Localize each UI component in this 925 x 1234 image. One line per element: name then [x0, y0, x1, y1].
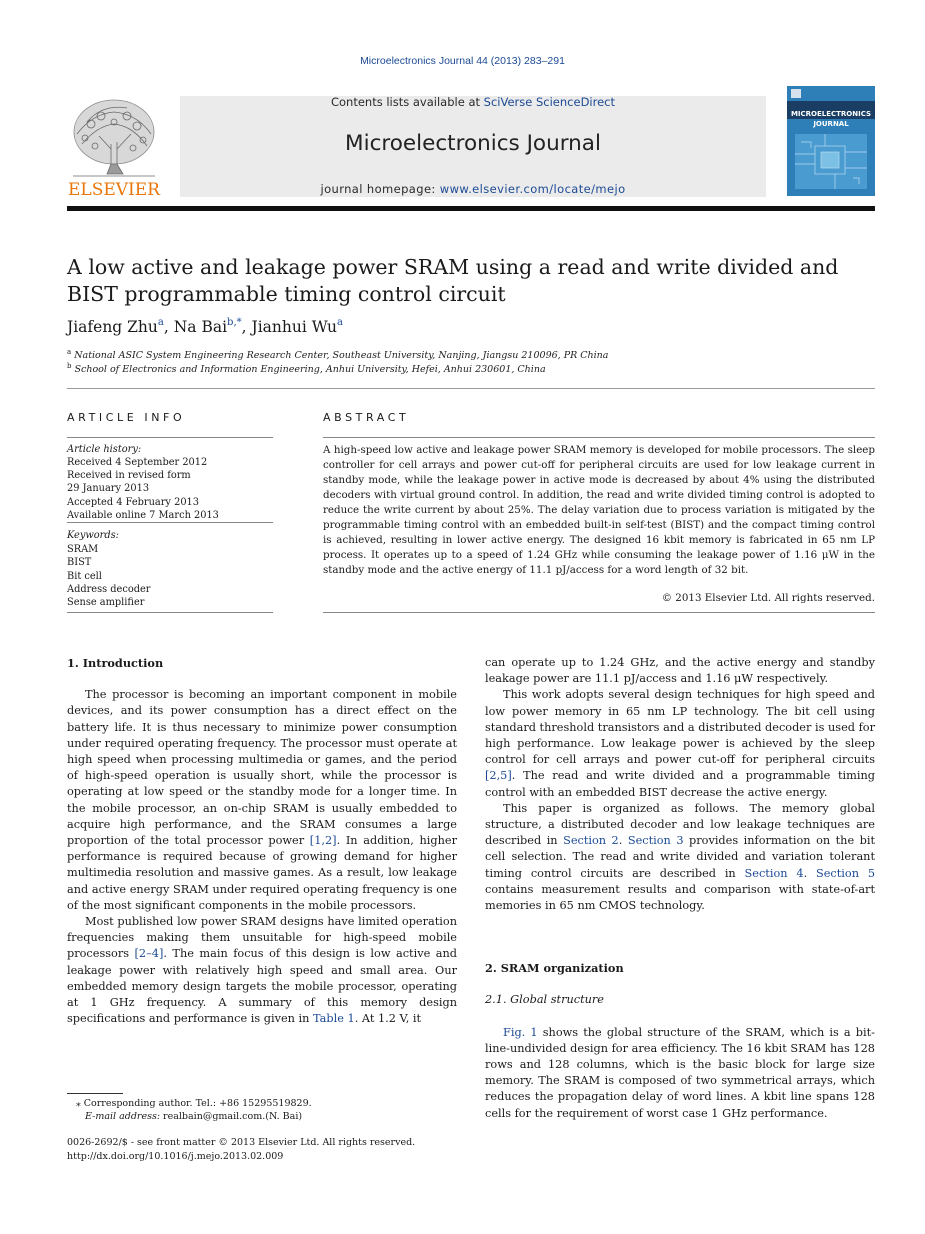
affiliation	[67, 348, 608, 361]
author-name: Na Bai	[173, 318, 228, 337]
tree-logo-icon	[67, 94, 161, 198]
sciencedirect-link[interactable]: SciVerse ScienceDirect	[483, 95, 616, 109]
section-heading: 1. Introduction	[67, 656, 164, 670]
section-link[interactable]: Section 2	[563, 834, 619, 848]
section-link[interactable]: Section 3	[627, 834, 684, 848]
right-column	[485, 655, 875, 1122]
citation-link[interactable]: [1,2]	[309, 834, 337, 848]
header-rule	[67, 206, 875, 211]
history-item: Available online 7 March 2013	[67, 510, 219, 521]
paragraph: The processor is becoming an important component in mobile devices, and its power consumption has a direct effect on the battery life. It is thus necessary to minimize power consumption under required operating frequency. The processor must operate at high speed when processing multimedia or games, and the period of high-speed operation is usually short, while the processor is operating at low speed or the standby mode for a longer time. In the mobile processor, an on-chip SRAM is usually embedded to acquire high performance, and the SRAM consumes a large proportion of the total processor power [1,2]. In addition, higher performance is required because of growing demand for higher multimedia resolution and massive games. As a result, low leakage and active energy SRAM under required operating frequency is one of the most significant components in the mobile processors.	[67, 688, 457, 912]
citation-link[interactable]: [2–4]	[134, 947, 164, 961]
divider	[67, 388, 875, 389]
email-label: E-mail address:	[85, 1111, 161, 1122]
copyright-notice: © 2013 Elsevier Ltd. All rights reserved.	[661, 592, 875, 604]
author-affiliation-mark[interactable]: a	[157, 317, 164, 328]
contents-prefix: Contents lists available at	[330, 95, 484, 109]
author-name: Jianhui Wu	[251, 318, 338, 337]
citation-link[interactable]: [2,5]	[485, 769, 512, 783]
divider	[323, 437, 875, 438]
homepage-prefix: journal homepage:	[320, 182, 440, 196]
doi-link[interactable]: http://dx.doi.org/10.1016/j.mejo.2013.02.009	[67, 1151, 284, 1162]
affiliation-mark: a	[67, 348, 72, 356]
publisher-logo-text: ELSEVIER	[68, 180, 160, 198]
paragraph: Most published low power SRAM designs have limited operation frequencies making them unsuitable for high-speed mobile processors [2–4]. The main focus of this design is low active and leakage power with relatively high speed and small area. Our embedded memory design targets the mobile processor, operating at 1 GHz frequency. A summary of this memory design specifications and performance is given in Table 1. At 1.2 V, it	[67, 915, 457, 1026]
table-link[interactable]: Table 1	[313, 1012, 355, 1026]
abstract-text: A high-speed low active and leakage power SRAM memory is developed for mobile processors. The sleep controller for cell arrays and power cut-off for peripheral circuits are used for low leakage current in standby mode, while the leakage power in active mode is decreased by about 4% using the distributed decoders with virtual ground control. In addition, the read and write divided timing control is adopted to reduce the write current by about 25%. The delay variation due to process variation is mitigated by the programmable timing control with an embedded built-in self-test (BIST) and the compact timing control is achieved, resulting in lower active energy. The designed 16 kbit memory is fabricated in 65 nm LP process. It operates up to a speed of 1.24 GHz while consuming the leakage power of 1.16 μW in the standby mode and the active energy of 11.1 pJ/access for a word length of 32 bit.	[323, 444, 875, 576]
article-info-heading: ARTICLE INFO	[67, 411, 186, 424]
keyword: Bit cell	[67, 571, 102, 582]
keyword: Sense amplifier	[67, 597, 145, 608]
paragraph: This paper is organized as follows. The memory global structure, a distributed decoder and low leakage techniques are described in Section 2. Section 3 provides information on the bit cell selection. The read and write divided and variation tolerant timing control circuits are described in Section 4. Section 5 contains measurement results and comparison with state-of-art memories in 65 nm CMOS technology.	[485, 801, 876, 913]
contents-line	[180, 95, 766, 109]
history-item: Received in revised form	[67, 470, 191, 481]
publisher-logo	[67, 94, 161, 198]
journal-cover	[787, 86, 875, 196]
cover-title: MICROELECTRONICS JOURNAL	[790, 110, 872, 128]
section-link[interactable]: Section 4	[744, 866, 804, 880]
subsection-heading: 2.1. Global structure	[485, 993, 604, 1007]
journal-homepage-link[interactable]: www.elsevier.com/locate/mejo	[439, 182, 626, 196]
figure-link[interactable]: Fig. 1	[503, 1025, 538, 1039]
footnote-rule	[67, 1093, 123, 1094]
corresponding-author-note: ⁎ Corresponding author. Tel.: +86 15295519829.	[76, 1098, 312, 1109]
keyword: BIST	[67, 557, 92, 568]
keyword: SRAM	[67, 544, 99, 555]
email-address[interactable]: realbain@gmail.com.(N. Bai)	[160, 1111, 303, 1122]
section-link[interactable]: Section 5	[816, 866, 876, 880]
affiliation	[67, 362, 546, 375]
journal-title: Microelectronics Journal	[345, 131, 601, 156]
author-affiliation-mark[interactable]: a	[337, 317, 343, 328]
paragraph: This work adopts several design techniques for high speed and low power memory in 65 nm LP technology. The bit cell using standard threshold transistors and a distributed decoder is used for high performance. Low leakage power is achieved by the sleep control for cell arrays and power cut-off for peripheral circuits [2,5]. The read and write divided and a programmable timing control with an embedded BIST decrease the active energy.	[485, 688, 875, 799]
divider	[323, 612, 875, 613]
history-item: 29 January 2013	[67, 483, 150, 494]
chip-circuit-icon	[795, 134, 867, 189]
abstract-heading: ABSTRACT	[323, 411, 410, 424]
author-affiliation-mark[interactable]: b,*	[227, 317, 242, 328]
divider	[67, 437, 273, 438]
affiliation-text: School of Electronics and Information Engineering, Anhui University, Hefei, Anhui 230601, China	[74, 364, 546, 376]
history-item: Received 4 September 2012	[67, 457, 208, 468]
cover-publisher-icon	[791, 89, 801, 98]
homepage-line	[180, 182, 766, 196]
issn-line: 0026-2692/$ - see front matter © 2013 Elsevier Ltd. All rights reserved.	[67, 1137, 416, 1148]
section-heading: 2. SRAM organization	[485, 961, 624, 976]
email-note	[85, 1111, 302, 1122]
affiliation-mark: b	[67, 362, 72, 370]
paragraph: Fig. 1 shows the global structure of the SRAM, which is a bit-line-undivided design for area efficiency. The 16 kbit SRAM has 128 rows and 128 columns, which is the basic block for large size memory. The SRAM is composed of two symmetrical arrays, which reduces the propagation delay of word lines. A kbit line spans 128 cells for the requirement of worst case 1 GHz performance.	[485, 1025, 875, 1120]
paragraph: can operate up to 1.24 GHz, and the active energy and standby leakage power are 11.1 pJ/access and 1.16 μW respectively.	[485, 656, 875, 686]
author-name: Jiafeng Zhu	[67, 318, 158, 337]
front-matter	[67, 1136, 415, 1164]
running-head[interactable]: Microelectronics Journal 44 (2013) 283–291	[360, 55, 565, 67]
author-list: Jiafeng Zhu$^a$, Na Bai$^{b,*}$, Jianhui Wu$^a$	[67, 317, 343, 337]
keywords-label: Keywords:	[67, 530, 119, 541]
divider	[67, 612, 273, 613]
history-item: Accepted 4 February 2013	[67, 497, 200, 508]
article-title: A low active and leakage power SRAM using a read and write divided and BIST programmable timing control circuit	[67, 255, 839, 306]
keyword: Address decoder	[67, 584, 151, 595]
history-label: Article history:	[67, 444, 142, 455]
left-column	[67, 655, 457, 1027]
affiliation-text: National ASIC System Engineering Research Center, Southeast University, Nanjing, Jiangsu 210096, PR China	[74, 350, 609, 362]
divider	[67, 522, 273, 523]
